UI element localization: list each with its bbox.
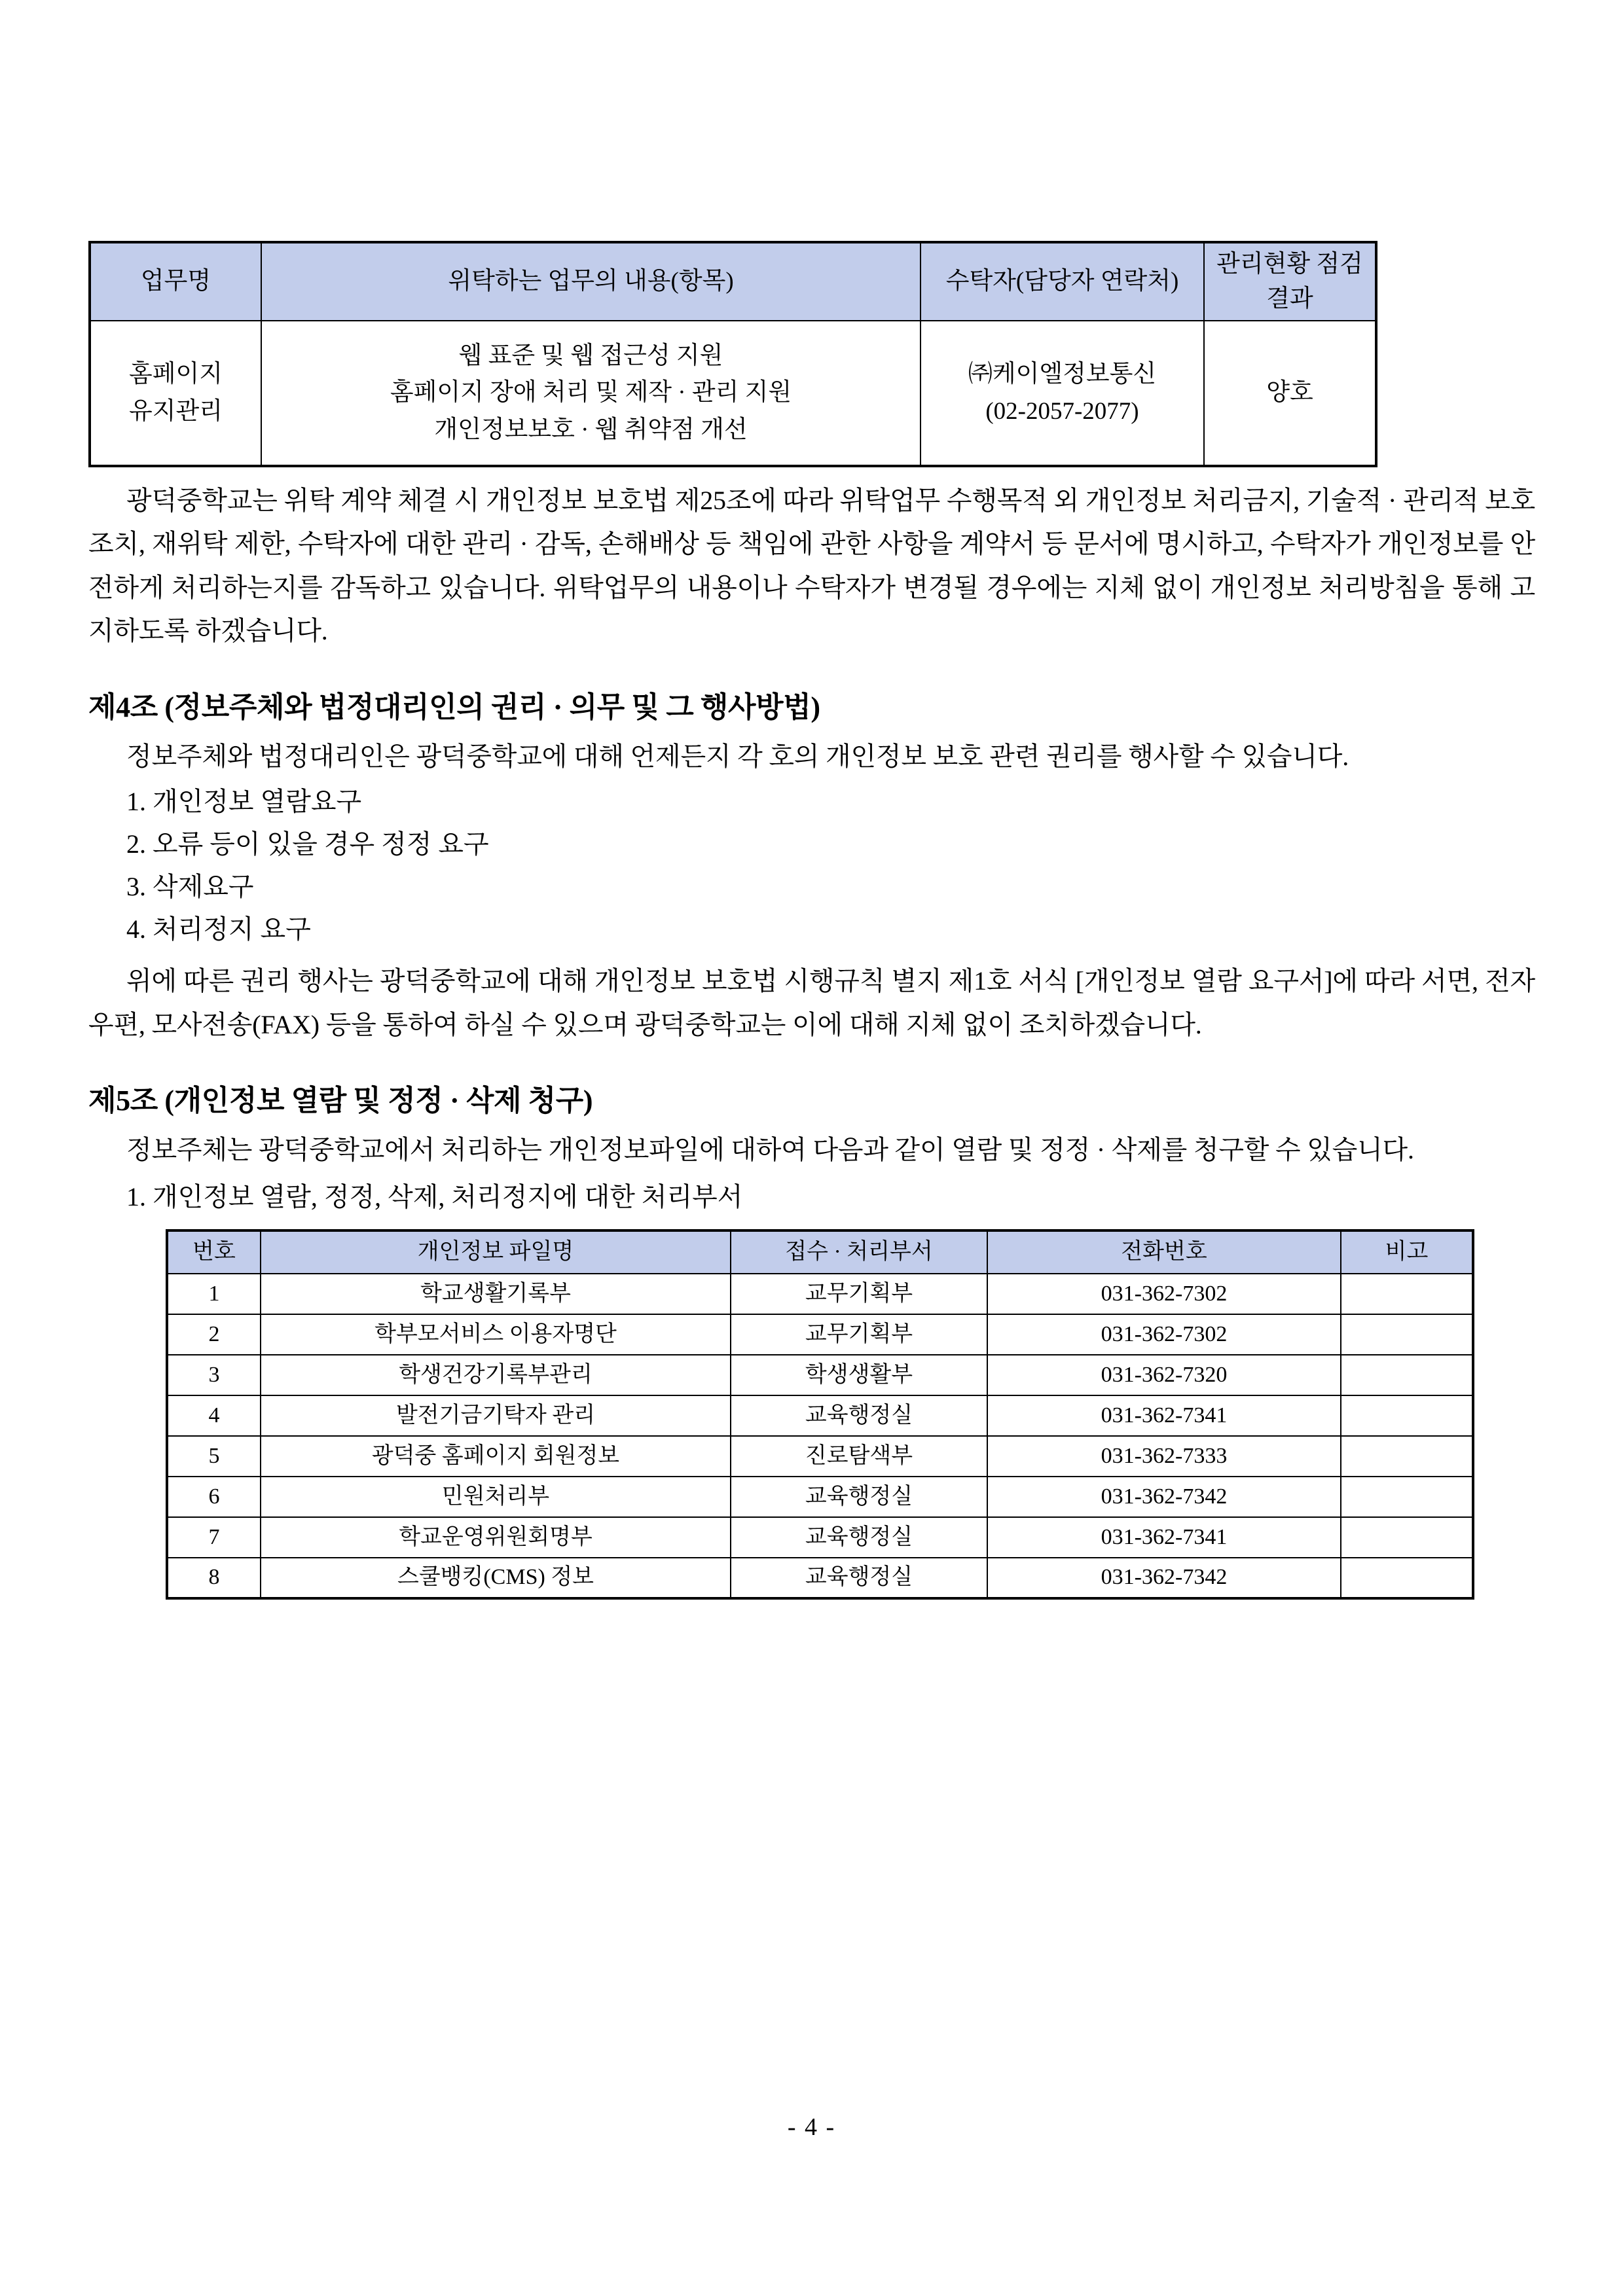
list-item: 3. 삭제요구 [126, 871, 254, 901]
table-row [167, 1558, 1473, 1598]
cell-number: 7 [167, 1517, 261, 1558]
cell-task-name [90, 321, 261, 466]
header-cell-number: 번호 [167, 1230, 261, 1274]
files-table-header [167, 1230, 1473, 1274]
files-table [166, 1229, 1474, 1600]
cell-remarks [1341, 1314, 1473, 1355]
header-cell-task-content: 위탁하는 업무의 내용(항목) [261, 242, 921, 321]
cell-phone: 031-362-7341 [987, 1395, 1341, 1436]
cell-task-name-line2: 유지관리 [129, 397, 223, 425]
table-row [167, 1477, 1473, 1517]
cell-file-name: 발전기금기탁자 관리 [261, 1395, 731, 1436]
header-cell-file-name: 개인정보 파일명 [261, 1230, 731, 1274]
cell-task-content [261, 321, 921, 466]
header-cell-phone: 전화번호 [987, 1230, 1341, 1274]
cell-number: 6 [167, 1477, 261, 1517]
cell-remarks [1341, 1395, 1473, 1436]
cell-department: 학생생활부 [731, 1355, 987, 1395]
article5-intro: 정보주체는 광덕중학교에서 처리하는 개인정보파일에 대하여 다음과 같이 열람 및 정정 · 삭제를 청구할 수 있습니다. [126, 1135, 1414, 1165]
cell-department: 교육행정실 [731, 1517, 987, 1558]
delegation-table-body [90, 321, 1376, 466]
delegation-table [88, 241, 1377, 467]
cell-department: 교무기획부 [731, 1314, 987, 1355]
list-item: 2. 오류 등이 있을 경우 정정 요구 [126, 829, 489, 859]
table-row [167, 1395, 1473, 1436]
header-cell-department: 접수 · 처리부서 [731, 1230, 987, 1274]
header-cell-management-status-line1: 관리현황 [1216, 251, 1311, 278]
cell-number: 1 [167, 1274, 261, 1314]
table-header-row [90, 242, 1376, 321]
cell-remarks [1341, 1517, 1473, 1558]
article4-heading: 제4조 (정보주체와 법정대리인의 권리 · 의무 및 그 행사방법) [88, 691, 820, 723]
cell-department: 교무기획부 [731, 1274, 987, 1314]
cell-task-content-line1: 웹 표준 및 웹 접근성 지원 [458, 342, 723, 370]
cell-department: 진로탐색부 [731, 1436, 987, 1477]
cell-number: 8 [167, 1558, 261, 1598]
cell-phone: 031-362-7320 [987, 1355, 1341, 1395]
cell-file-name: 민원처리부 [261, 1477, 731, 1517]
cell-file-name: 학생건강기록부관리 [261, 1355, 731, 1395]
cell-file-name: 광덕중 홈페이지 회원정보 [261, 1436, 731, 1477]
delegation-table-header [90, 242, 1376, 321]
cell-department: 교육행정실 [731, 1477, 987, 1517]
cell-file-name: 스쿨뱅킹(CMS) 정보 [261, 1558, 731, 1598]
table-row [167, 1517, 1473, 1558]
article5-heading: 제5조 (개인정보 열람 및 정정 · 삭제 청구) [88, 1085, 593, 1117]
article4-intro: 정보주체와 법정대리인은 광덕중학교에 대해 언제든지 각 호의 개인정보 보호 관련 권리를 행사할 수 있습니다. [126, 741, 1349, 771]
article5-list-item-1: 1. 개인정보 열람, 정정, 삭제, 처리정지에 대한 처리부서 [126, 1181, 743, 1211]
cell-file-name: 학부모서비스 이용자명단 [261, 1314, 731, 1355]
cell-remarks [1341, 1436, 1473, 1477]
cell-number: 4 [167, 1395, 261, 1436]
cell-file-name: 학교운영위원회명부 [261, 1517, 731, 1558]
cell-department: 교육행정실 [731, 1558, 987, 1598]
cell-remarks [1341, 1355, 1473, 1395]
table-row [90, 321, 1376, 466]
cell-number: 5 [167, 1436, 261, 1477]
cell-number: 3 [167, 1355, 261, 1395]
table-header-row [167, 1230, 1473, 1274]
cell-number: 2 [167, 1314, 261, 1355]
cell-task-content-line2: 홈페이지 장애 처리 및 제작 · 관리 지원 [390, 379, 792, 406]
cell-remarks [1341, 1274, 1473, 1314]
header-cell-management-status-line2: 점검 결과 [1266, 251, 1363, 312]
cell-trustee [921, 321, 1204, 466]
table-row [167, 1274, 1473, 1314]
cell-phone: 031-362-7333 [987, 1436, 1341, 1477]
header-cell-management-status [1204, 242, 1376, 321]
cell-remarks [1341, 1477, 1473, 1517]
cell-phone: 031-362-7341 [987, 1517, 1341, 1558]
cell-phone: 031-362-7342 [987, 1558, 1341, 1598]
table-row [167, 1314, 1473, 1355]
header-cell-remarks: 비고 [1341, 1230, 1473, 1274]
article4-rights-list [88, 781, 1535, 950]
cell-task-content-line3: 개인정보보호 · 웹 취약점 개선 [434, 416, 748, 443]
table-row [167, 1355, 1473, 1395]
cell-phone: 031-362-7302 [987, 1314, 1341, 1355]
page-content [88, 241, 1535, 1600]
cell-remarks [1341, 1558, 1473, 1598]
cell-task-name-line1: 홈페이지 [129, 361, 223, 388]
header-cell-task-name: 업무명 [90, 242, 261, 321]
cell-management-status: 양호 [1204, 321, 1376, 466]
list-item: 1. 개인정보 열람요구 [126, 787, 362, 817]
files-table-body [167, 1274, 1473, 1598]
cell-trustee-phone: (02-2057-2077) [985, 397, 1139, 425]
cell-file-name: 학교생활기록부 [261, 1274, 731, 1314]
list-item: 4. 처리정지 요구 [126, 914, 311, 944]
page-number-footer: - 4 - [787, 2113, 836, 2141]
cell-trustee-name: ㈜케이엘정보통신 [968, 361, 1157, 388]
header-cell-trustee: 수탁자(담당자 연락처) [921, 242, 1204, 321]
table-row [167, 1436, 1473, 1477]
article4-closing: 위에 따른 권리 행사는 광덕중학교에 대해 개인정보 보호법 시행규칙 별지 제1호 서식 [개인정보 열람 요구서]에 따라 서면, 전자우편, 모사전송(FAX) 등을 통하여 하실 수 있으며 광덕중학교는 이에 대해 지체 없이 조치하겠습니다. [88, 966, 1535, 1039]
cell-phone: 031-362-7342 [987, 1477, 1341, 1517]
cell-phone: 031-362-7302 [987, 1274, 1341, 1314]
paragraph-delegation-note: 광덕중학교는 위탁 계약 체결 시 개인정보 보호법 제25조에 따라 위탁업무 수행목적 외 개인정보 처리금지, 기술적 · 관리적 보호조치, 재위탁 제한, 수탁자에 대한 관리 · 감독, 손해배상 등 책임에 관한 사항을 계약서 등 문서에 명시하고, 수탁자가 개인정보를 안전하게 처리하는지를 감독하고 있습니다. 위탁업무의 내용이나 수탁자가 변경될 경우에는 지체 없이 개인정보 처리방침을 통해 고지하도록 하겠습니다. [88, 486, 1535, 646]
cell-department: 교육행정실 [731, 1395, 987, 1436]
